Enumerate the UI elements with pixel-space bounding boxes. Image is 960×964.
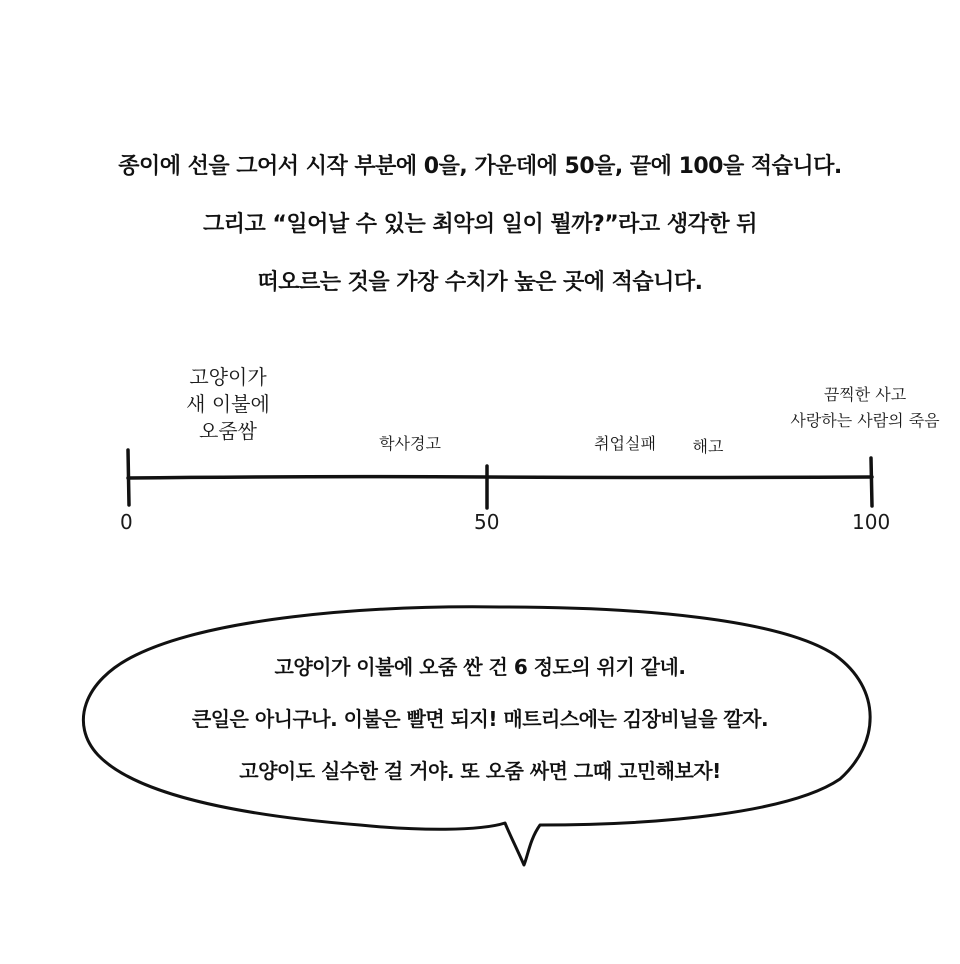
intro-text [0, 138, 960, 312]
tick-label-50: 50 [474, 510, 500, 534]
tick-label-100: 100 [852, 510, 891, 534]
bubble-text [0, 641, 960, 797]
bubble-line-1: 고양이가 이불에 오줌 싼 건 6 정도의 위기 같네. [274, 655, 686, 679]
note-worst [770, 382, 960, 434]
tick-label-0: 0 [120, 510, 133, 534]
note-cat-line-1: 고양이가 [189, 365, 267, 389]
tick-100-mark [871, 458, 872, 506]
note-worst-line-2: 사랑하는 사람의 죽음 [790, 411, 940, 430]
scale-line [128, 477, 872, 478]
note-fired-line: 해고 [692, 437, 724, 456]
note-cat [168, 364, 288, 445]
intro-line-2: 그리고 “일어날 수 있는 최악의 일이 뭘까?”라고 생각한 뒤 [203, 212, 757, 237]
bubble-line-2: 큰일은 아니구나. 이불은 빨면 되지! 매트리스에는 김장비닐을 깔자. [191, 707, 769, 731]
thought-bubble [0, 585, 960, 875]
bubble-line-3: 고양이도 실수한 걸 거야. 또 오줌 싸면 그때 고민해보자! [239, 759, 721, 783]
note-fired [678, 435, 738, 459]
risk-scale [0, 340, 960, 570]
note-job-line: 취업실패 [594, 434, 656, 453]
note-cat-line-2: 새 이불에 [186, 392, 270, 416]
tick-0-mark [128, 450, 129, 505]
note-job [580, 432, 670, 456]
intro-line-1: 종이에 선을 그어서 시작 부분에 0을, 가운데에 50을, 끝에 100을 적습니다. [118, 154, 842, 179]
note-warning [360, 432, 460, 456]
note-warning-line: 학사경고 [379, 434, 441, 453]
scale-drawing [0, 340, 960, 570]
note-cat-line-3: 오줌쌈 [199, 419, 257, 443]
note-worst-line-1: 끔찍한 사고 [823, 385, 907, 404]
intro-line-3: 떠오르는 것을 가장 수치가 높은 곳에 적습니다. [257, 270, 703, 295]
